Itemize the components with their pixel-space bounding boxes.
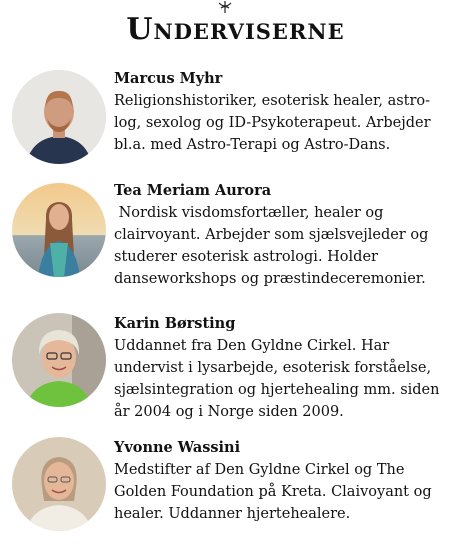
bio-line: Nordisk visdomsfortæller, healer og [114, 205, 384, 221]
person-bio [114, 90, 464, 156]
bio-line: år 2004 og i Norge siden 2009. [114, 404, 344, 420]
avatar [12, 183, 106, 277]
bio-line: danseworkshops og præstindeceremonier. [114, 271, 426, 287]
bio-line: sjælsintegration og hjertehealing mm. siden [114, 382, 440, 398]
bio-line: Medstifter af Den Gyldne Cirkel og The [114, 462, 405, 478]
person-name: Marcus Myhr [114, 70, 223, 87]
person-bio [114, 202, 464, 290]
bio-line: undervist i lysarbejde, esoterisk forståelse, [114, 360, 432, 376]
person-name: Yvonne Wassini [114, 439, 241, 456]
page-title: Underviserne [126, 12, 345, 47]
bio-line: Religionshistoriker, esoterisk healer, astro- [114, 93, 431, 109]
avatar [12, 437, 106, 531]
person-bio [114, 459, 464, 525]
person-name: Karin Børsting [114, 315, 236, 332]
avatar [12, 70, 106, 164]
person-name: Tea Meriam Aurora [114, 182, 272, 199]
bio-line: log, sexolog og ID-Psykoterapeut. Arbejder [114, 115, 431, 131]
bio-line: studerer esoterisk astrologi. Holder [114, 249, 378, 265]
bio-line: Golden Foundation på Kreta. Claivoyant og [114, 484, 432, 500]
bio-line: bl.a. med Astro-Terapi og Astro-Dans. [114, 137, 391, 153]
person-bio [114, 335, 464, 423]
bio-line: healer. Uddanner hjertehealere. [114, 506, 351, 522]
avatar [12, 313, 106, 407]
bio-line: clairvoyant. Arbejder som sjælsvejleder og [114, 227, 429, 243]
bio-line: Uddannet fra Den Gyldne Cirkel. Har [114, 338, 390, 354]
